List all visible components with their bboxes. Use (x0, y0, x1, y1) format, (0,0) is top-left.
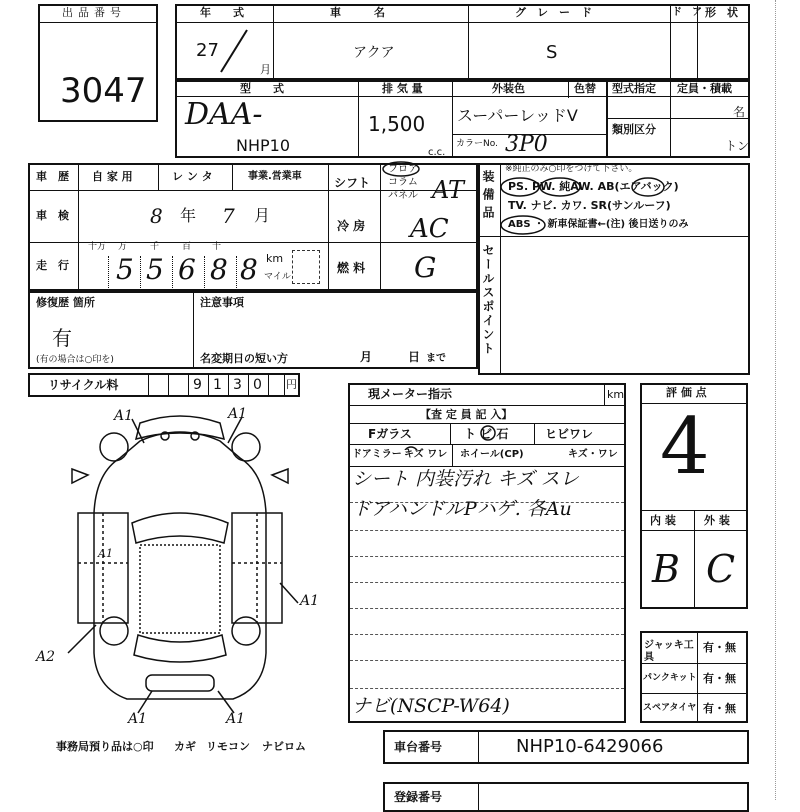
lot-number: 3047 (60, 71, 147, 111)
footer-navi: ナビロム (262, 740, 306, 753)
car-name-label: 車 名 (330, 6, 385, 19)
mileage-unit-100k: 十万 (88, 242, 107, 252)
meter-label: 現メーター指示 (368, 387, 453, 401)
lot-label: 出品番号 (62, 6, 126, 19)
name-change-day: 日 (408, 350, 421, 364)
shift-column: コラム (388, 177, 418, 188)
name-change-month: 月 (360, 350, 373, 364)
equipment-circles (496, 170, 756, 240)
shift-label: シフト (334, 176, 371, 190)
registration-label: 登録番号 (394, 790, 443, 804)
aircon-value: AC (410, 214, 449, 244)
damage-mark: A2 (36, 649, 56, 665)
damage-mark: A1 (128, 711, 148, 727)
recycle-digit: 0 (253, 377, 262, 393)
grade-value: S (546, 42, 558, 63)
office-note: 事務局預り品は○印 (56, 740, 154, 753)
chassis-label: 車台番号 (394, 740, 443, 754)
puncture-label: パンクキット (643, 673, 697, 683)
record-label: 【査 定 員 記 入】 (420, 408, 513, 421)
damage-mark: A1 (228, 406, 248, 422)
inspection-month-unit: 月 (254, 206, 271, 225)
history-rental: レ ン タ (172, 170, 213, 183)
recycle-digit: 1 (213, 377, 222, 393)
interior-score: B (652, 547, 680, 591)
jack-yes-no: 有・無 (703, 641, 736, 654)
mileage-label: 走 行 (36, 259, 69, 272)
capacity-label: 定員・積載 (677, 82, 732, 95)
shift-circle (381, 160, 421, 178)
shift-value: AT (432, 176, 465, 204)
footer-remote: リモコン (206, 740, 250, 753)
repair-value: 有 (52, 326, 72, 350)
mileage-digit: 6 (178, 253, 196, 286)
cc-unit: c.c. (428, 147, 446, 158)
capacity-unit-ton: トン (725, 139, 750, 153)
inspection-year: 8 (150, 204, 163, 228)
mirror-label: ドアミラー (352, 449, 402, 460)
glass-front-label: Fガラス (368, 427, 412, 441)
fuel-label: 燃 料 (337, 261, 366, 275)
exterior-score: C (706, 547, 736, 591)
damage-mark: A1 (226, 711, 246, 727)
name-change-until: まで (426, 353, 446, 364)
recycle-label: リサイクル料 (48, 378, 119, 392)
spare-yes-no: 有・無 (703, 702, 736, 715)
type-spec-label: 型式指定 (612, 82, 656, 95)
car-name-value: アクア (353, 45, 395, 61)
damage-mark: A1 (300, 593, 320, 609)
spare-label: スペアタイヤ (643, 703, 697, 713)
fuel-value: G (414, 251, 437, 284)
month-unit: 月 (260, 63, 271, 76)
aircon-label: 冷 房 (337, 219, 366, 233)
mileage-unit-10k: 万 (118, 242, 128, 252)
repair-label: 修復歴 箇所 (36, 296, 95, 309)
history-business: 事業.営業車 (248, 171, 302, 182)
cc-label: 排 気 量 (382, 82, 423, 95)
inspection-month: 7 (222, 204, 235, 228)
history-label: 車 歴 (36, 170, 69, 183)
year-label: 年 式 (200, 6, 244, 19)
mirror-state: キズ ワレ (404, 449, 448, 460)
door-label: ド ア (672, 7, 702, 18)
shift-floor: フロア (388, 164, 418, 175)
caution-label: 注意事項 (200, 296, 244, 309)
puncture-yes-no: 有・無 (703, 672, 736, 685)
year-value: 27 (196, 40, 219, 61)
repair-note: (有の場合は○印を) (36, 355, 114, 365)
model-prefix: DAA- (185, 97, 263, 132)
equipment-label: 装備品 (481, 170, 495, 224)
recycle-digit: 9 (193, 377, 202, 393)
inspector-note: ドアハンドルPハゲ. 各Au (352, 498, 572, 520)
mileage-digit: 8 (240, 253, 258, 286)
equipment-note: ※純正のみ○印をつけて下さい。 (505, 164, 638, 174)
navi-note: ナビ(NSCP-W64) (352, 695, 510, 717)
color-change-label: 色替 (574, 82, 596, 95)
color-name: スーパーレッドV (457, 106, 578, 125)
mileage-unit-10: 十 (212, 242, 222, 252)
recycle-digit: 3 (233, 377, 242, 393)
meter-km: km (607, 388, 625, 401)
eval-score: 4 (660, 402, 710, 492)
interior-label: 内 装 (650, 514, 676, 527)
damage-mark: A1 (98, 547, 113, 560)
footer-key: カギ (174, 740, 196, 753)
wheel-state: キズ・ワレ (568, 449, 618, 460)
inspection-label: 車 検 (36, 209, 69, 222)
capacity-unit-person: 名 (733, 105, 746, 119)
eval-label: 評 価 点 (666, 386, 707, 399)
grade-label: グ レ ー ド (515, 6, 592, 19)
mile-label: マイル (264, 272, 291, 282)
mileage-digit: 8 (210, 253, 228, 286)
history-private: 自 家 用 (92, 170, 133, 183)
color-no-label: カラーNo. (456, 139, 498, 149)
mileage-unit-1k: 千 (150, 242, 160, 252)
inspection-year-unit: 年 (180, 206, 197, 225)
km-label: km (266, 252, 284, 265)
equipment-line-3: ABS ・ 新車保証書←(注) 後日送りのみ (508, 219, 689, 230)
jack-label: ジャッキ工具 (644, 640, 694, 663)
name-change-label: 名変期日の短い方 (200, 352, 288, 365)
model-label: 型 式 (240, 82, 284, 95)
equipment-line-1: PS. PW. 純AW. AB(エアバック) (508, 180, 679, 193)
mileage-digit: 5 (146, 253, 164, 286)
cc-value: 1,500 (368, 112, 426, 136)
meter-circles (348, 420, 628, 450)
sales-point-label: セールスポイント (481, 244, 495, 356)
damage-mark: A1 (114, 408, 134, 424)
glass-stone-label: ト ビ 石 (464, 427, 509, 441)
recycle-yen: 円 (286, 378, 297, 391)
chassis-value: NHP10-6429066 (516, 736, 664, 757)
mileage-digit: 5 (116, 253, 134, 286)
car-damage-diagram (28, 403, 328, 733)
inspector-note: シート 内装汚れ キズ スレ (352, 468, 579, 490)
year-slash (215, 26, 255, 76)
color-code: 3P0 (505, 132, 548, 157)
color-label: 外装色 (492, 82, 525, 95)
equipment-line-2: TV. ナビ. カワ. SR(サンルーフ) (508, 199, 671, 212)
model-code: NHP10 (236, 136, 291, 155)
glass-crack-label: ヒビワレ (545, 427, 594, 441)
class-label: 類別区分 (612, 123, 656, 136)
shift-panel: パネル (388, 190, 418, 201)
mileage-unit-100: 百 (182, 242, 192, 252)
wheel-label: ホイール(CP) (460, 449, 524, 460)
exterior-label: 外 装 (704, 514, 730, 527)
body-label: 形 状 (705, 6, 738, 19)
